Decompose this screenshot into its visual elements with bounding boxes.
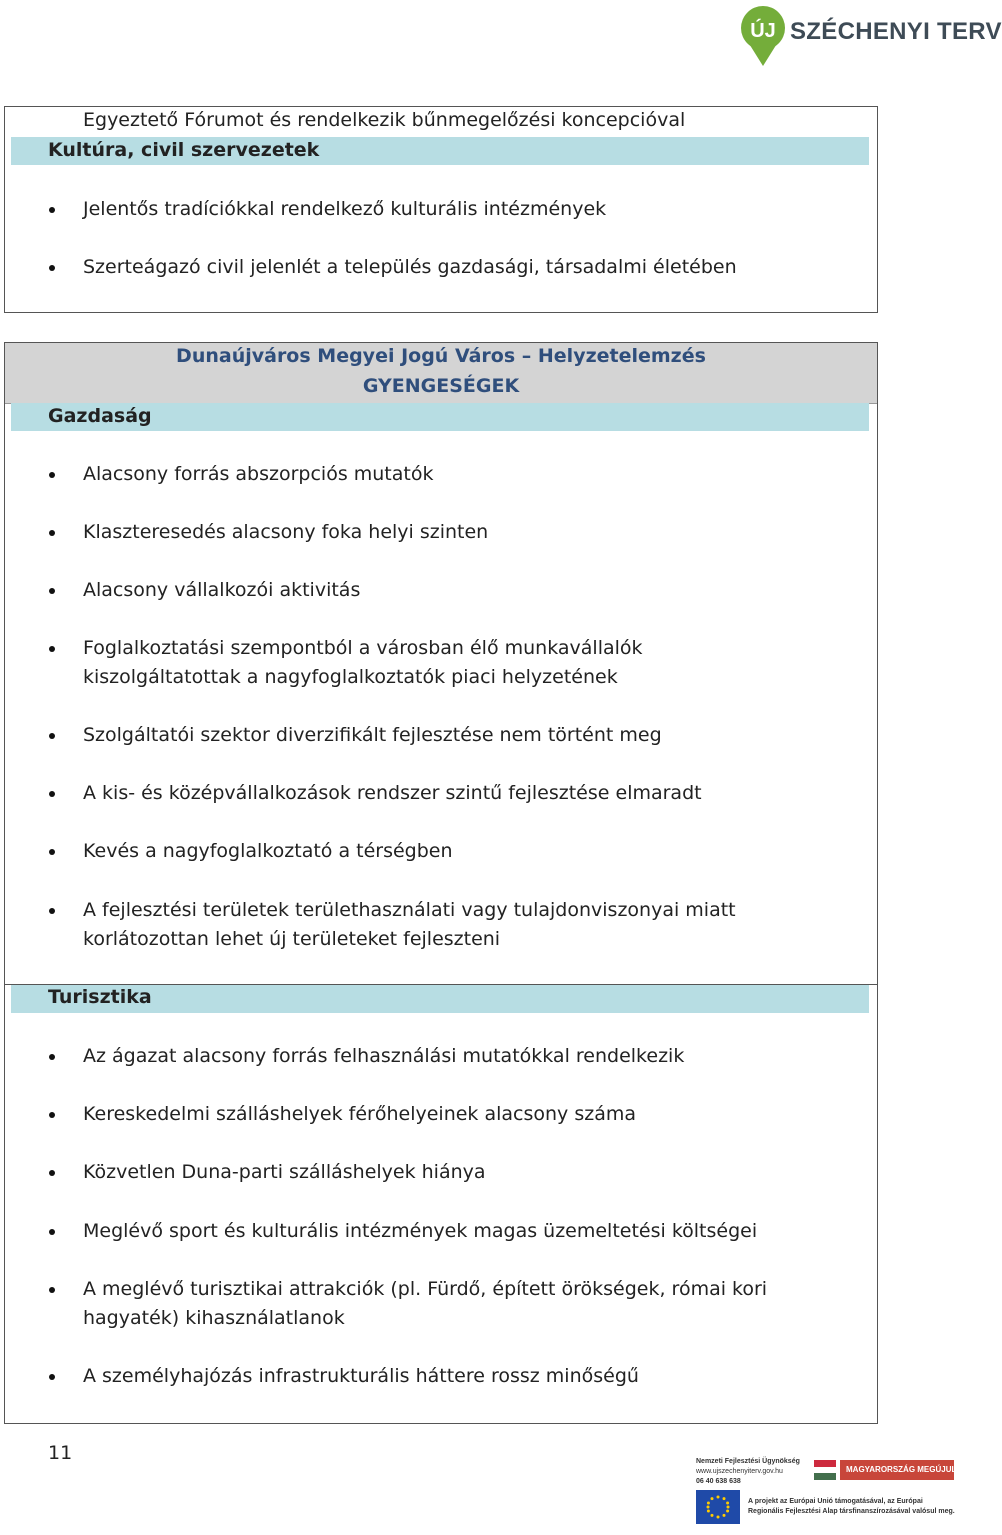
logo-text: SZÉCHENYI TERV <box>790 18 1002 45</box>
website: www.ujszechenyiterv.gov.hu <box>696 1468 783 1475</box>
leaf-icon <box>738 4 788 70</box>
bullet-icon <box>49 733 55 739</box>
hungarian-flag-icon <box>814 1460 836 1480</box>
eu-text-2: Regionális Fejlesztési Alap társfinanszírozásával valósul meg. <box>748 1508 955 1515</box>
bullet-icon <box>49 1112 55 1118</box>
section-label-tourism: Turisztika <box>48 986 152 1008</box>
section-label-economy: Gazdaság <box>48 405 152 427</box>
table-title: Dunaújváros Megyei Jogú Város – Helyzetelemzés <box>176 345 706 367</box>
table-subtitle: GYENGESÉGEK <box>362 375 520 397</box>
intro-text: Egyeztető Fórumot és rendelkezik bűnmegelőzési koncepcióval <box>83 109 686 131</box>
bullet-icon <box>49 472 55 478</box>
agency-name: Nemzeti Fejlesztési Ügynökség <box>696 1458 800 1465</box>
bullet-icon <box>49 1287 55 1293</box>
section-label-culture: Kultúra, civil szervezetek <box>48 139 320 161</box>
hu-banner: MAGYARORSZÁG MEGÚJUL <box>840 1460 954 1480</box>
bullet-icon <box>49 265 55 271</box>
bullet-icon <box>49 646 55 652</box>
eu-text-1: A projekt az Európai Unió támogatásával, az Európai <box>748 1498 923 1505</box>
bullet-icon <box>49 1054 55 1060</box>
page-number: 11 <box>48 1442 73 1464</box>
bullet-icon <box>49 1374 55 1380</box>
bullet-icon <box>49 1170 55 1176</box>
bullet-icon <box>49 791 55 797</box>
footer-logos <box>694 1456 956 1532</box>
weaknesses-table: Dunaújváros Megyei Jogú Város – Helyzetelemzés GYENGESÉGEK Gazdaság Alacsony forrás abszorpciós mutatók Klaszteresedés alacsony foka helyi szinten Alacsony vállalkozói aktivitás Foglalkoztatási szempontból a városban élő munkavállalók kiszolgáltatottak a nagyfoglalkoztatók piaci helyzetének Szolgáltatói szektor diverzifikált fejlesztése nem történt meg A kis- és középvállalkozások rendszer szintű fejlesztése elmaradt Kevés a nagyfoglalkoztató a térségben A fejlesztési területek területhasználati vagy tulajdonviszonyai miatt korlátozottan lehet új területeket fejleszteni Turisztika Az ágazat alacsony forrás felhasználási mutatókkal rendelkezik Kereskedelmi szálláshelyek férőhelyeinek alacsony száma Közvetlen Duna-parti szálláshelyek hiánya Meglévő sport és kulturális intézmények magas üzemeltetési költségei A meglévő turisztikai attrakciók (pl. Fürdő, épített örökségek, római kori hagyaték) kihasználatlanok A személyhajózás infrastrukturális háttere rossz minőségű <box>4 342 878 1424</box>
phone: 06 40 638 638 <box>696 1478 741 1485</box>
szechenyi-terv-logo <box>738 4 1002 70</box>
bullet-icon <box>49 849 55 855</box>
bullet-icon <box>49 207 55 213</box>
bullet-icon <box>49 1229 55 1235</box>
logo-badge: ÚJ <box>750 20 776 42</box>
bullet-icon <box>49 908 55 914</box>
eu-flag-icon <box>696 1490 740 1524</box>
bullet-icon <box>49 530 55 536</box>
bullet-icon <box>49 588 55 594</box>
table-continuation: Egyeztető Fórumot és rendelkezik bűnmegelőzési koncepcióval Kultúra, civil szervezetek Jelentős tradíciókkal rendelkező kulturális intézmények Szerteágazó civil jelenlét a település gazdasági, társadalmi életében <box>4 106 878 313</box>
